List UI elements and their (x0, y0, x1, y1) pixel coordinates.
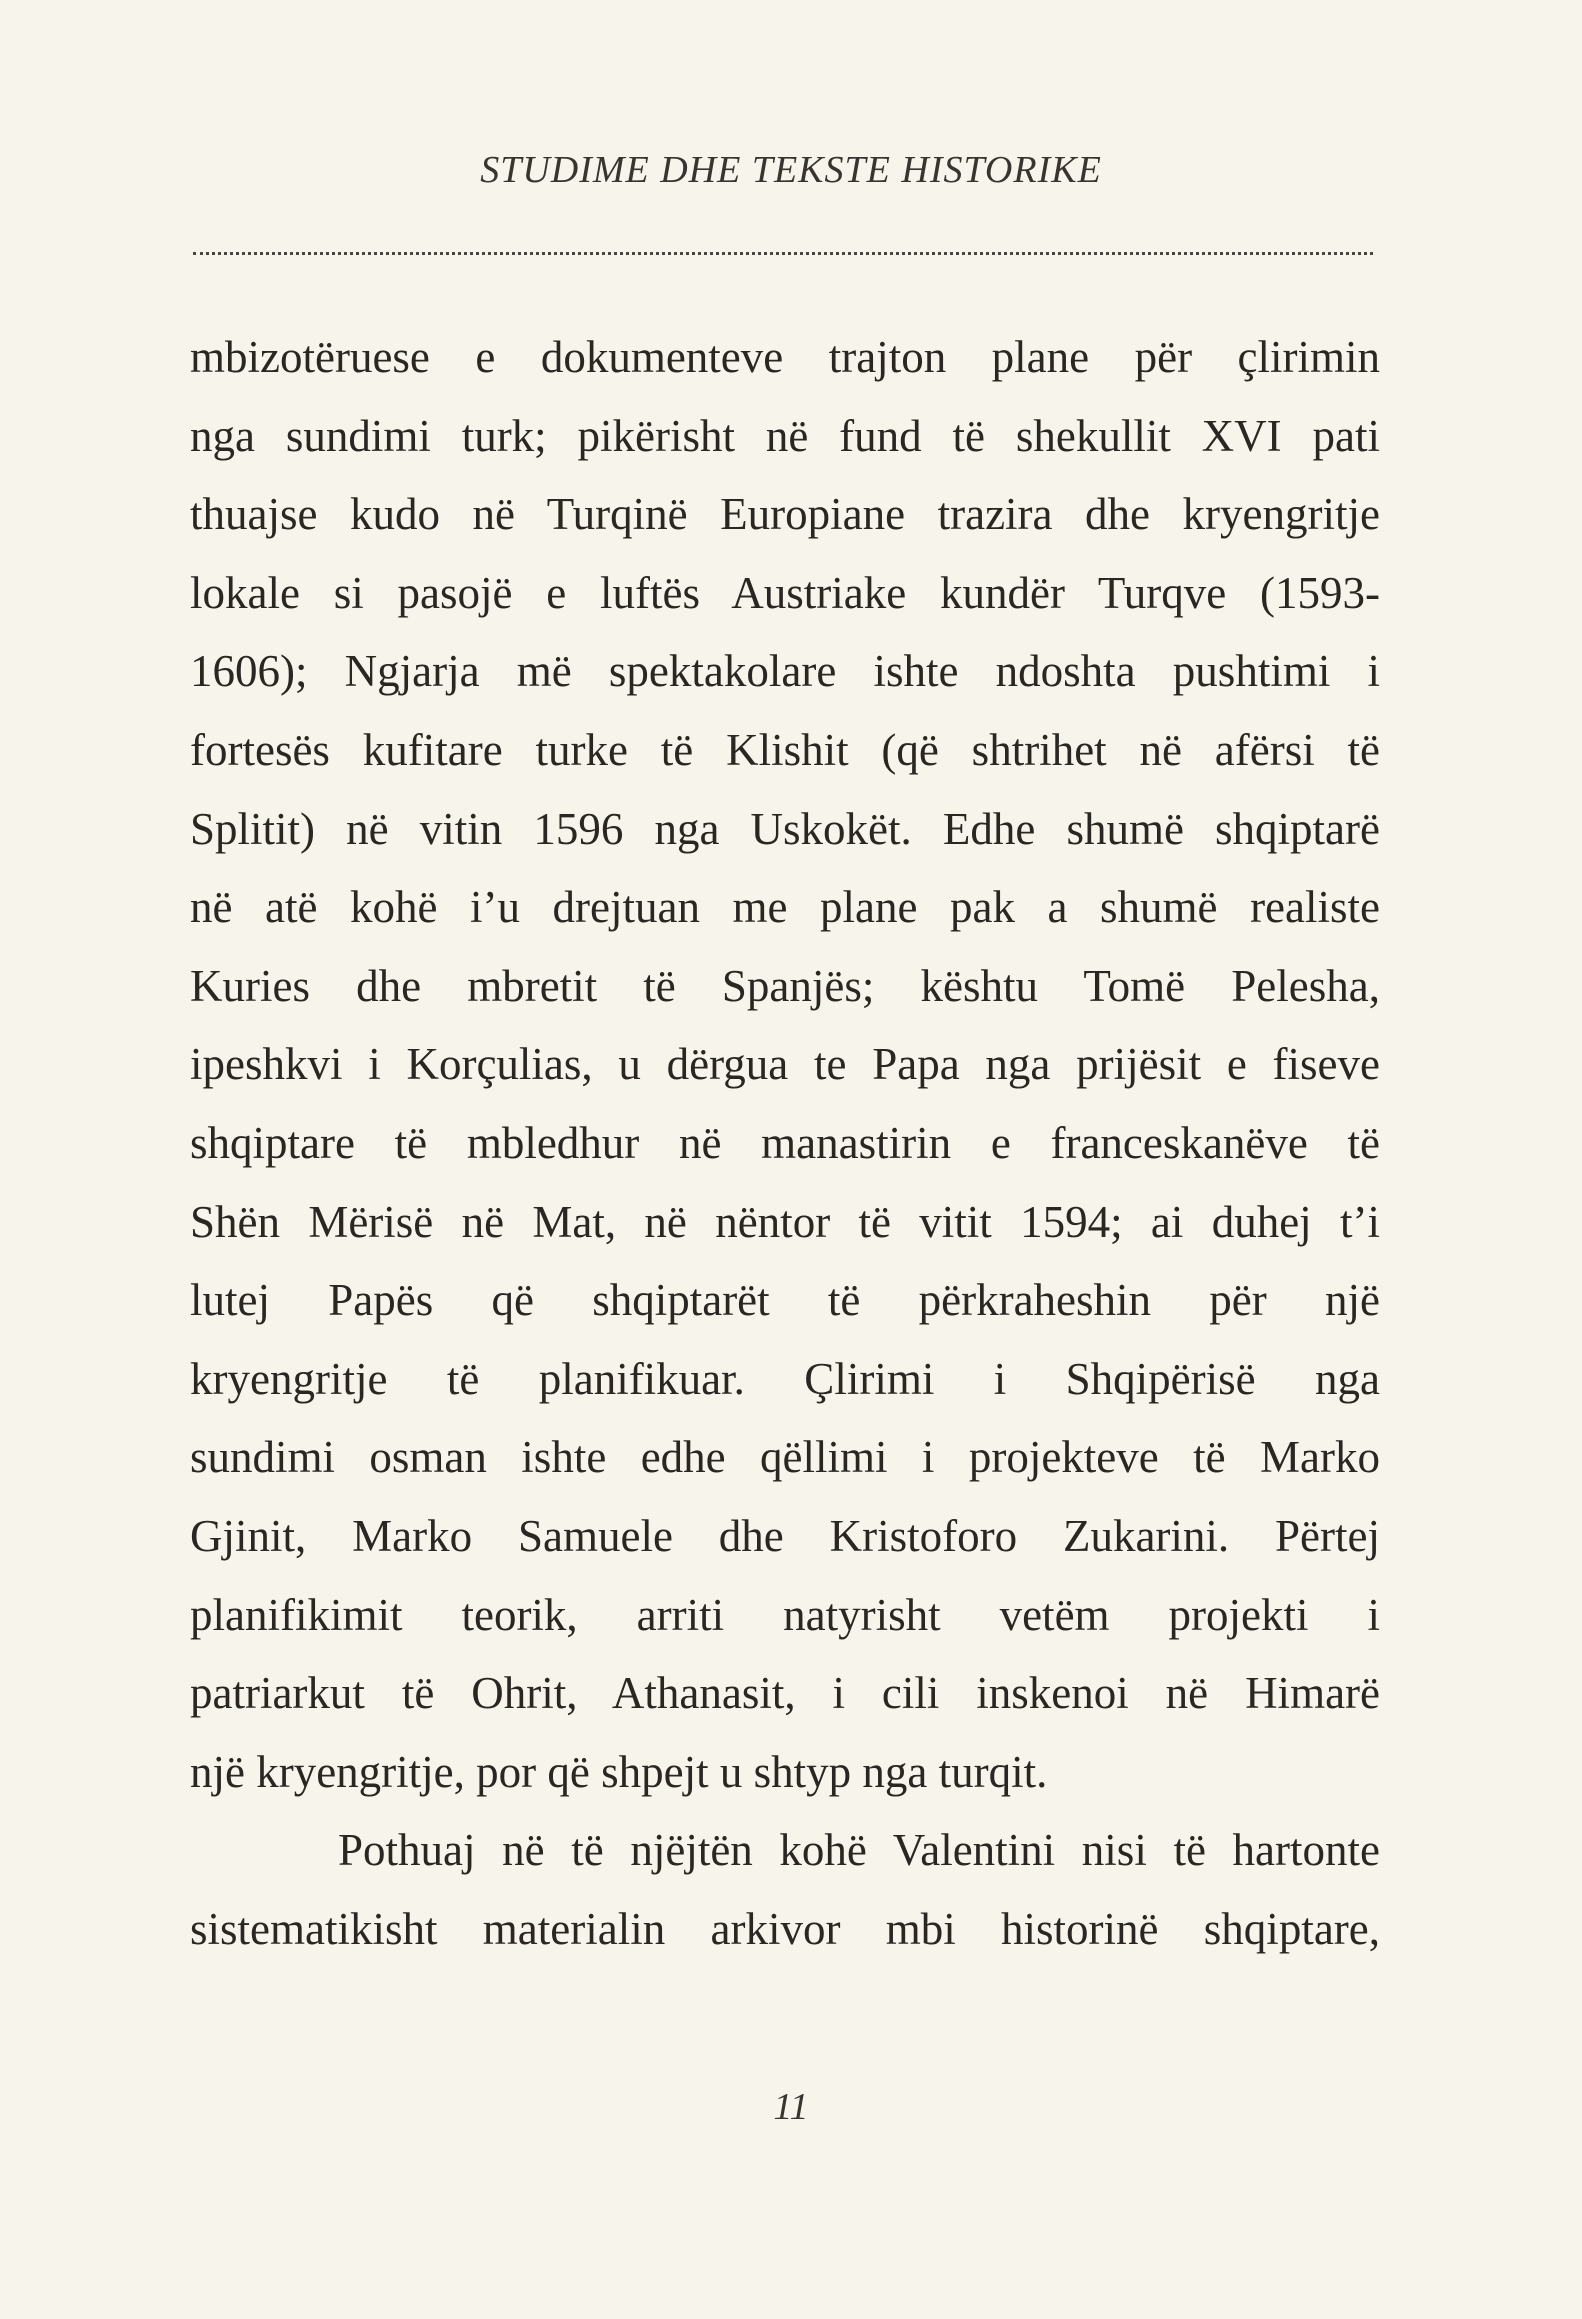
text-line: mbizotëruese e dokumenteve trajton plane për çlirimin (190, 332, 1380, 382)
running-header: STUDIME DHE TEKSTE HISTORIKE (480, 149, 1102, 191)
text-line: Pothuaj në të njëjtën kohë Valentini nisi të hartonte (338, 1825, 1380, 1876)
text-line: fortesës kufitare turke të Klishit (që shtrihet në afërsi të (190, 724, 1380, 775)
text-line: lokale si pasojë e luftës Austriake kundër Turqve (1593- (190, 567, 1380, 618)
text-line: në atë kohë i’u drejtuan me plane pak a shumë realiste (190, 882, 1380, 933)
body-text (190, 318, 1380, 1968)
text-line: shqiptare të mbledhur në manastirin e franceskanëve të (190, 1117, 1380, 1168)
text-line: sundimi osman ishte edhe qëllimi i projekteve të Marko (190, 1432, 1380, 1483)
text-line: 1606); Ngjarja më spektakolare ishte ndoshta pushtimi i (190, 646, 1380, 697)
text-line: Shën Mërisë në Mat, në nëntor të vitit 1594; ai duhej t’i (190, 1196, 1380, 1247)
page-number: 11 (773, 2086, 809, 2128)
text-line: kryengritje të planifikuar. Çlirimi i Shqipërisë nga (190, 1353, 1380, 1404)
header-dotted-rule (193, 252, 1373, 255)
text-line: thuajse kudo në Turqinë Europiane trazira dhe kryengritje (190, 489, 1380, 540)
text-line: ipeshkvi i Korçulias, u dërgua te Papa nga prijësit e fiseve (190, 1039, 1380, 1090)
text-line: Kuries dhe mbretit të Spanjës; kështu Tomë Pelesha, (190, 960, 1380, 1011)
text-line: sistematikisht materialin arkivor mbi historinë shqiptare, (190, 1903, 1380, 1954)
text-line: lutej Papës që shqiptarët të përkraheshin për një (190, 1275, 1380, 1326)
text-line: planifikimit teorik, arriti natyrisht vetëm projekti i (190, 1589, 1380, 1640)
text-line: Splitit) në vitin 1596 nga Uskokët. Edhe shumë shqiptarë (190, 803, 1380, 854)
text-line: patriarkut të Ohrit, Athanasit, i cili inskenoi në Himarë (190, 1668, 1380, 1719)
text-line: Gjinit, Marko Samuele dhe Kristoforo Zukarini. Përtej (190, 1510, 1380, 1561)
text-line: nga sundimi turk; pikërisht në fund të shekullit XVI pati (190, 410, 1380, 461)
text-line: një kryengritje, por që shpejt u shtyp nga turqit. (190, 1746, 1048, 1797)
